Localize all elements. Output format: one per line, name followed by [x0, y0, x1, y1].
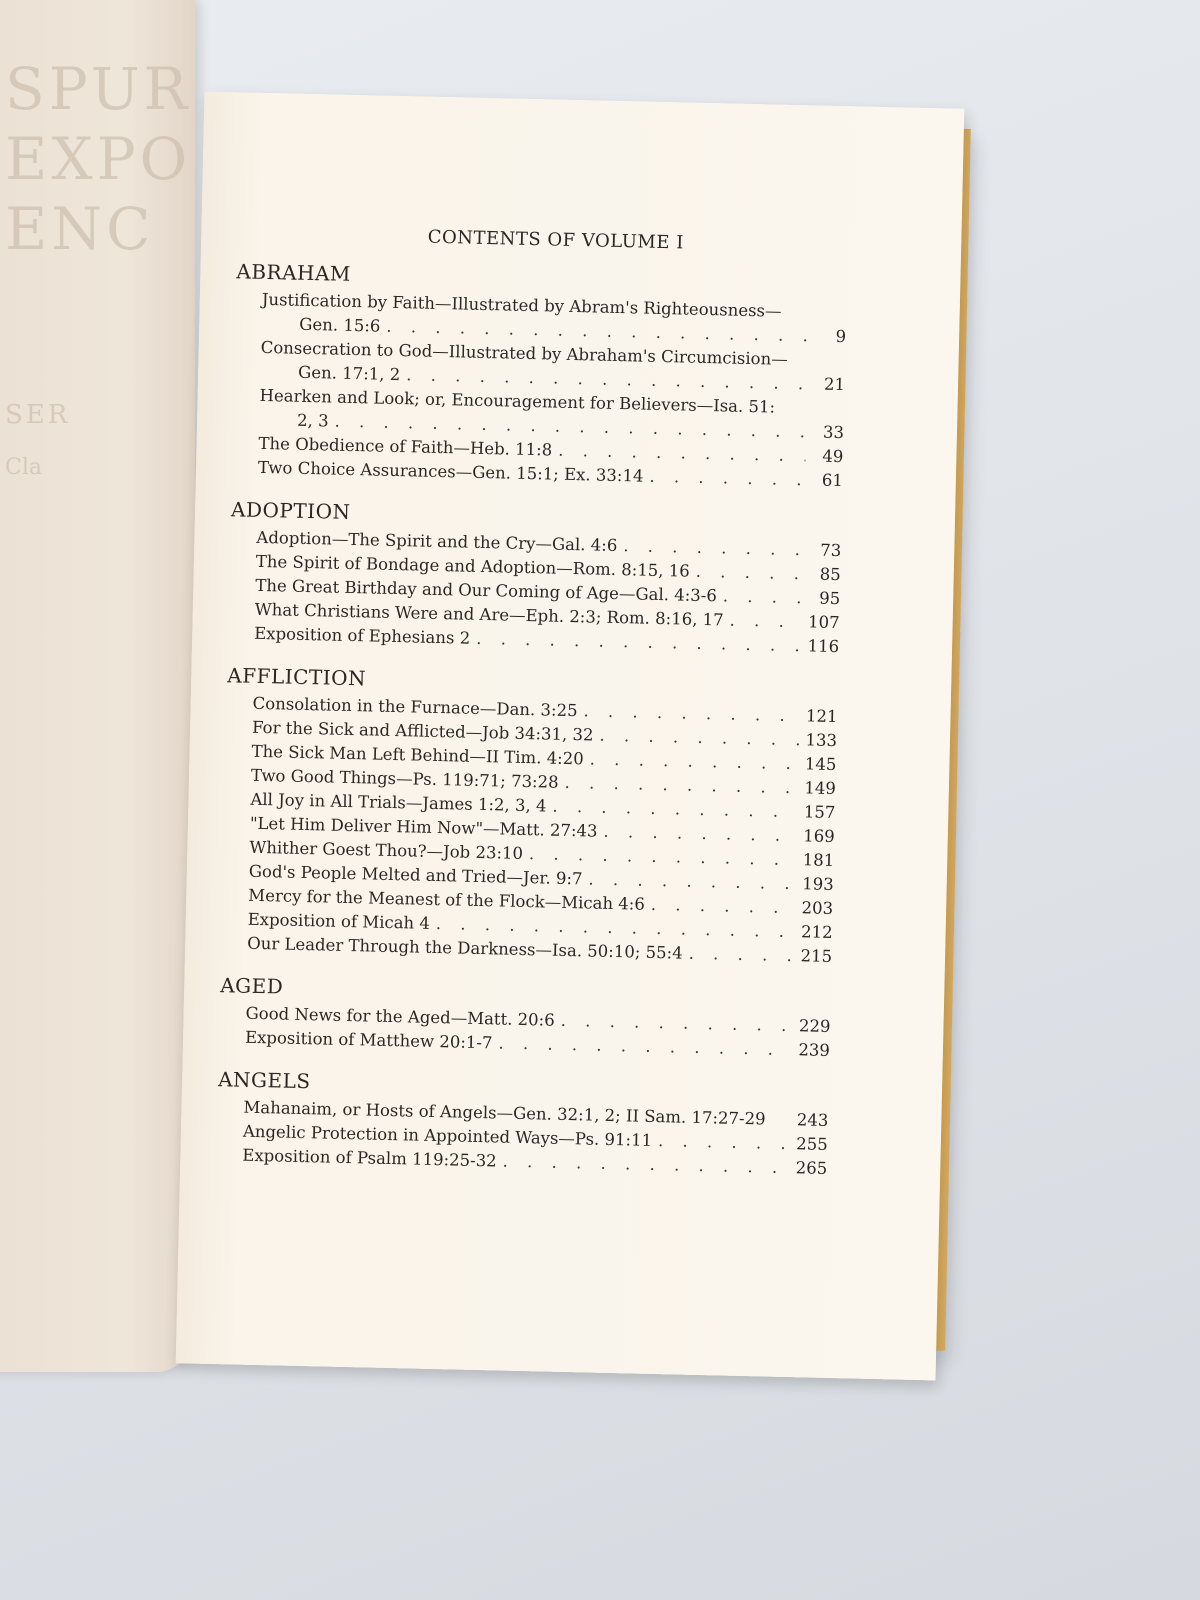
toc-section	[219, 973, 832, 1063]
entry-title: Consolation in the Furnace—Dan. 3:25	[252, 693, 578, 721]
entry-title: Two Good Things—Ps. 119:71; 73:28	[250, 765, 559, 792]
toc-section	[236, 259, 848, 493]
entry-title: Two Choice Assurances—Gen. 15:1; Ex. 33:14	[257, 457, 644, 486]
entry-title: Exposition of Psalm 119:25-32	[242, 1145, 497, 1171]
entry-title: Mahanaim, or Hosts of Angels—Gen. 32:1, 2; II Sam. 17:27-29	[243, 1097, 766, 1129]
entry-title: God's People Melted and Tried—Jer. 9:7	[248, 861, 583, 889]
section-heading: ANGELS	[217, 1067, 311, 1094]
ghost-title-line-2: EXPO	[5, 125, 192, 193]
page-number: 265	[795, 1158, 828, 1178]
page-number: 181	[802, 850, 835, 871]
entry-title-line: Justification by Faith—Illustrated by Abram's Righteousness—	[261, 289, 782, 321]
dot-leader	[658, 1129, 790, 1156]
toc-sections	[217, 259, 847, 1181]
page-number: 145	[804, 754, 837, 775]
section-heading: ABRAHAM	[236, 259, 352, 286]
entry-title: Whither Goest Thou?—Job 23:10	[249, 837, 524, 863]
page-number: 49	[822, 446, 844, 467]
toc-section	[217, 1067, 829, 1181]
entry-title-line: Hearken and Look; or, Encouragement for Believers—Isa. 51:	[259, 385, 776, 417]
ghost-subtitle-line-1: SER	[5, 400, 71, 430]
entry-title: 2, 3	[296, 410, 329, 431]
entry-title: Angelic Protection in Appointed Ways—Ps. 91:11	[242, 1121, 653, 1150]
dot-leader	[729, 609, 802, 635]
dot-leader	[502, 1150, 789, 1180]
page-number: 215	[800, 946, 833, 966]
ghost-title-line-3: ENC	[5, 195, 155, 263]
dot-leader	[723, 584, 803, 610]
entry-title: Mercy for the Meanest of the Flock—Micah 4:6	[248, 885, 646, 914]
entry-title: The Great Birthday and Our Coming of Age—Gal. 4:3-6	[255, 575, 718, 606]
entry-title: Our Leader Through the Darkness—Isa. 50:10; 55:4	[246, 933, 683, 963]
entry-title: The Obedience of Faith—Heb. 11:8	[258, 433, 553, 460]
page-number: 229	[798, 1016, 831, 1036]
dot-leader	[696, 560, 804, 586]
entry-title: Exposition of Ephesians 2	[254, 623, 471, 648]
section-heading: AFFLICTION	[227, 663, 367, 691]
entry-title: Exposition of Matthew 20:1-7	[244, 1027, 493, 1053]
page-number: 169	[803, 826, 836, 847]
page-number: 21	[823, 374, 846, 395]
page-number: 157	[803, 802, 836, 823]
page-number: 149	[804, 778, 837, 799]
entry-title: All Joy in All Trials—James 1:2, 3, 4	[250, 789, 547, 816]
entry-title: Good News for the Aged—Matt. 20:6	[245, 1003, 555, 1030]
entry-title-line: Consecration to God—Illustrated by Abraham's Circumcision—	[260, 337, 788, 369]
section-heading: ADOPTION	[230, 497, 351, 524]
page-number: 193	[801, 874, 834, 895]
page-number: 33	[822, 422, 845, 443]
ghost-subtitle-line-2: Cla	[5, 455, 42, 480]
page-number: 121	[805, 706, 838, 727]
dot-leader	[651, 893, 796, 920]
page-number: 116	[807, 636, 840, 657]
page-number: 255	[796, 1134, 829, 1154]
contents-page	[176, 92, 965, 1381]
page-number: 243	[796, 1110, 829, 1130]
dot-leader	[688, 942, 794, 968]
page-number: 107	[807, 612, 840, 633]
entry-title: Exposition of Micah 4	[247, 909, 431, 933]
dot-leader	[649, 465, 805, 493]
page-number: 85	[819, 564, 841, 585]
entry-title: Gen. 15:6	[299, 314, 381, 336]
entry-title: The Sick Man Left Behind—II Tim. 4:20	[251, 741, 584, 769]
entry-title: For the Sick and Afflicted—Job 34:31, 32	[251, 717, 594, 745]
table-of-contents	[217, 223, 849, 1199]
entry-title: "Let Him Deliver Him Now"—Matt. 27:43	[249, 813, 598, 841]
entry-title: What Christians Were and Are—Eph. 2:3; Rom. 8:16, 17	[254, 599, 724, 630]
page-number: 239	[798, 1040, 831, 1060]
page-title: CONTENTS OF VOLUME I	[427, 226, 685, 254]
entry-title: The Spirit of Bondage and Adoption—Rom. 8:15, 16	[255, 551, 691, 581]
toc-section	[230, 497, 842, 659]
section-heading: AGED	[219, 973, 284, 999]
toc-section	[227, 663, 838, 969]
page-number: 95	[818, 588, 841, 609]
ghost-title-line-1: SPUR	[5, 55, 192, 123]
page-number: 9	[835, 326, 847, 347]
page-number: 61	[821, 470, 844, 491]
entry-title: Adoption—The Spirit and the Cry—Gal. 4:6	[256, 527, 618, 556]
entry-title: Gen. 17:1, 2	[297, 362, 401, 385]
page-number: 73	[820, 540, 842, 561]
page-number: 133	[805, 730, 838, 751]
facing-page	[0, 0, 195, 1372]
page-number: 203	[801, 898, 834, 919]
page-number: 212	[800, 922, 833, 943]
